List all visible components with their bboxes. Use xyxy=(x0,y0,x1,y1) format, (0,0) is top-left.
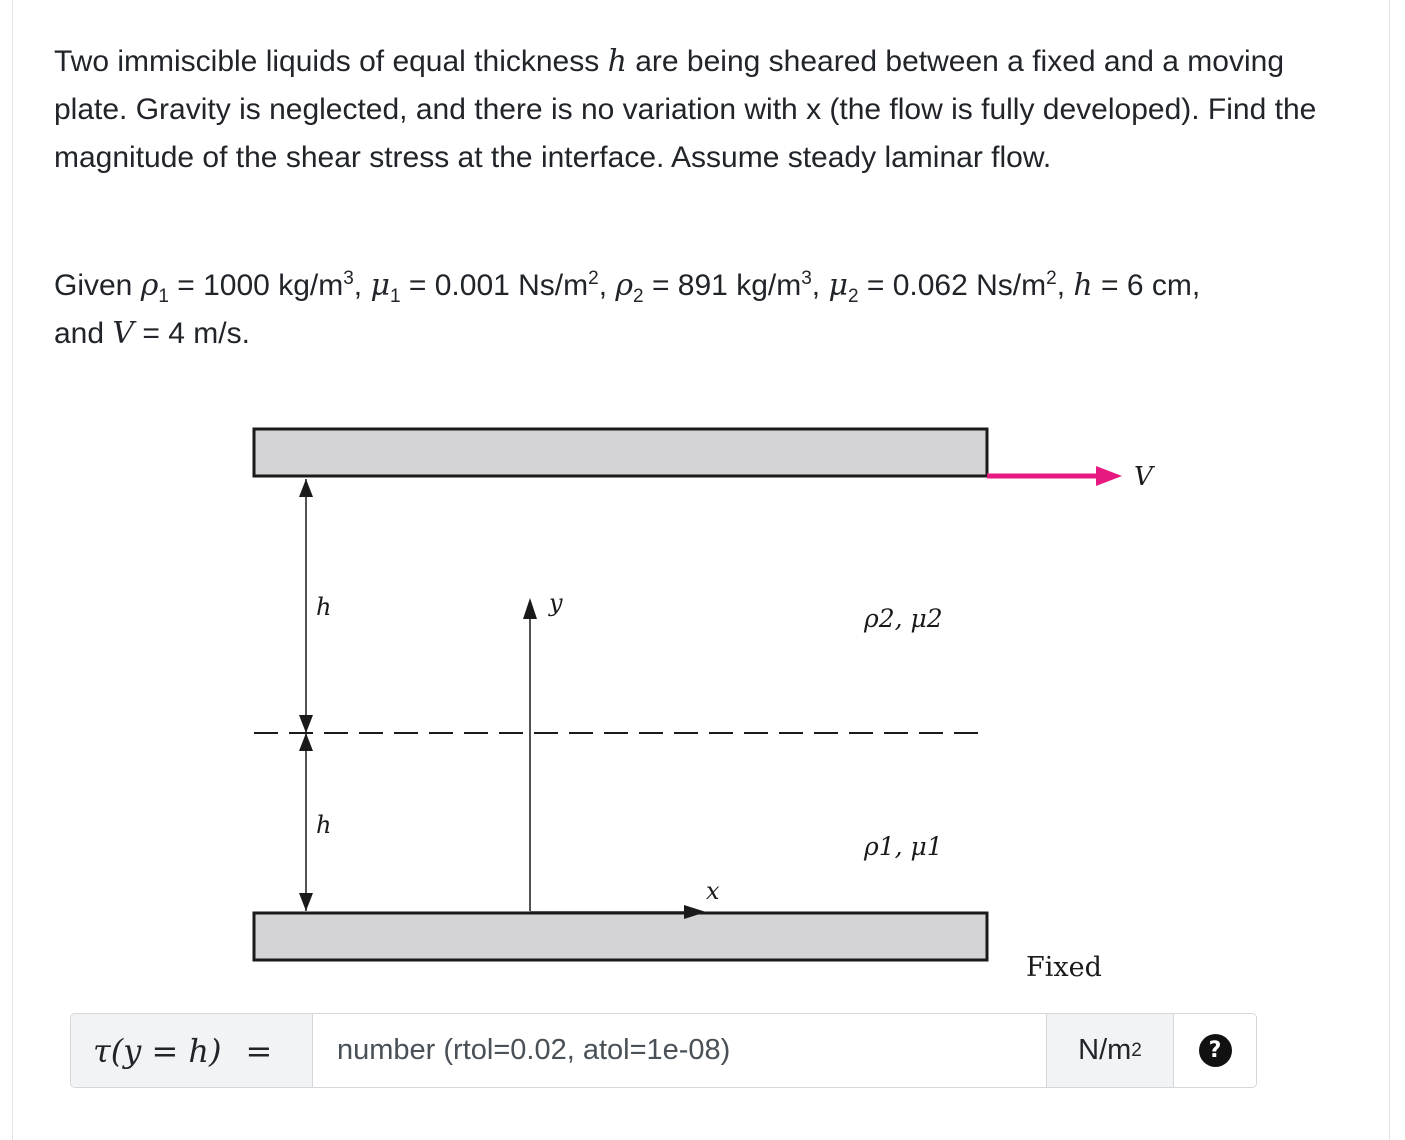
rho2-symbol: ρ xyxy=(615,268,634,303)
rho2-subscript: 2 xyxy=(633,286,644,307)
intro-part-1: Two immiscible liquids of equal thickness xyxy=(54,45,608,78)
h-value: = 6 cm, xyxy=(1092,269,1201,302)
answer-label-expression: τ(y = h) xyxy=(93,1031,222,1070)
answer-unit-base: N/m xyxy=(1078,1034,1132,1066)
mu2-subscript: 2 xyxy=(847,286,859,307)
moving-plate xyxy=(254,429,987,476)
upper-h-label: h xyxy=(316,593,332,621)
dim-arrow-interface-down xyxy=(299,715,313,733)
upper-fluid-label: ρ2, μ2 xyxy=(864,604,943,633)
answer-input-group xyxy=(70,1013,1257,1088)
answer-label xyxy=(71,1014,313,1087)
rho1-unit-exponent: 3 xyxy=(343,268,354,289)
intro-part-2: are being sheared between a fixed and a moving plate. Gravity is neglected, and there is no variation with x (the flow is fully developed). Find the magnitude of the shear stress at the interface. Assume steady laminar flow. xyxy=(54,45,1317,174)
lower-fluid-label: ρ1, μ1 xyxy=(864,832,943,861)
mu1-unit-exponent: 2 xyxy=(588,268,599,289)
fixed-plate xyxy=(254,913,987,960)
rho2-value: = 891 kg/m xyxy=(643,269,802,302)
mu1-symbol: μ xyxy=(370,268,390,303)
answer-unit: N/m 2 xyxy=(1046,1014,1173,1087)
help-icon[interactable]: ? xyxy=(1199,1034,1232,1067)
dim-arrow-interface-up xyxy=(299,733,313,751)
x-axis-label: x xyxy=(706,877,720,905)
problem-statement xyxy=(54,38,1354,182)
velocity-arrow-head xyxy=(1096,466,1122,486)
answer-input[interactable] xyxy=(313,1014,1046,1087)
mu2-unit-exponent: 2 xyxy=(1046,268,1057,289)
answer-equals-sign: = xyxy=(245,1031,273,1070)
y-axis-arrowhead xyxy=(523,598,537,619)
rho1-value: = 1000 kg/m xyxy=(168,269,344,302)
v-value: = 4 m/s. xyxy=(134,317,250,350)
given-word: Given xyxy=(54,269,141,302)
and-word: and xyxy=(54,317,113,350)
velocity-label: V xyxy=(1134,462,1153,492)
mu1-subscript: 1 xyxy=(389,286,401,307)
given-values: Given $\rho_1 = 1000$ $kg/m^3$, $\mu_1 = 0.001$ $Ns/m^2$, $\rho_2 = 891$ $kg/m^3$, $\mu_2 = 0.062$ $Ns/m^2$, h = 6 cm, and V = 4 m/s. xyxy=(54,268,1201,351)
two-fluid-couette-diagram xyxy=(240,415,1160,985)
thickness-variable: h xyxy=(607,44,627,79)
lower-h-label: h xyxy=(316,811,332,839)
rho1-subscript: 1 xyxy=(158,286,169,307)
dim-arrow-top xyxy=(299,479,313,497)
h-symbol: h xyxy=(1073,268,1093,303)
dim-arrow-bottom xyxy=(299,893,313,911)
mu1-value: = 0.001 Ns/m xyxy=(400,269,589,302)
fixed-label: Fixed xyxy=(1026,952,1102,983)
help-button[interactable] xyxy=(1173,1014,1256,1087)
v-symbol: V xyxy=(112,316,135,351)
mu2-value: = 0.062 Ns/m xyxy=(858,269,1047,302)
mu2-symbol: μ xyxy=(828,268,848,303)
rho2-unit-exponent: 3 xyxy=(801,268,812,289)
y-axis-label: y xyxy=(549,589,563,617)
rho1-symbol: ρ xyxy=(140,268,159,303)
